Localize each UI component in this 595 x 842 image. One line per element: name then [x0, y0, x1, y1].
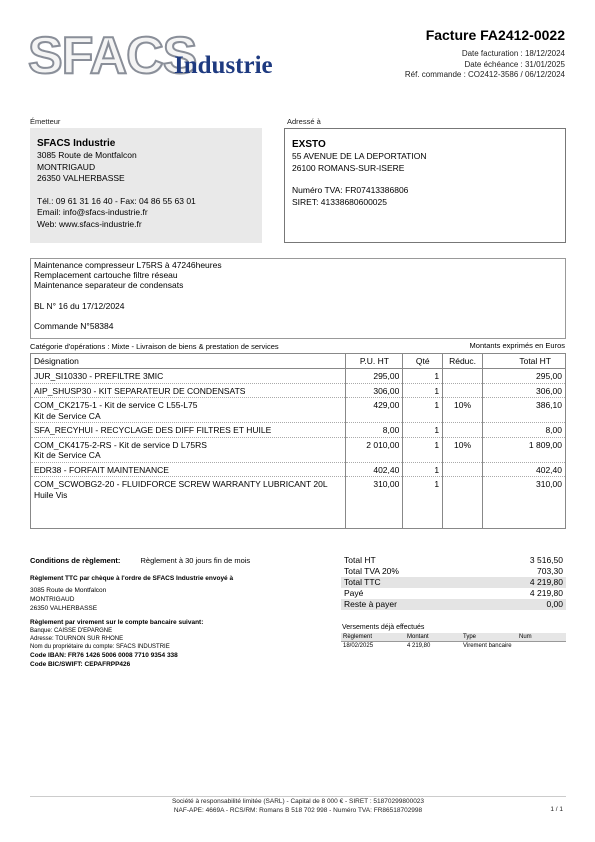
total-ht-row: [341, 555, 566, 566]
addressee-box: [284, 128, 566, 243]
cheque-address-2: MONTRIGAUD: [30, 596, 75, 603]
issuer-email: Email: info@sfacs-industrie.fr: [37, 207, 148, 217]
row-unit-price: 8,00: [346, 423, 403, 438]
row-discount: 10%: [443, 398, 483, 423]
table-row: [31, 477, 566, 529]
header-unit-price: P.U. HT: [346, 354, 403, 369]
row-discount: [443, 383, 483, 398]
total-value: 4 219,80: [529, 588, 563, 598]
row-quantity: 1: [403, 423, 443, 438]
header-quantity: Qté: [403, 354, 443, 369]
row-designation: COM_CK2175-1 - Kit de service C L55-L75: [34, 400, 198, 410]
row-designation: SFA_RECYHUI - RECYCLAGE DES DIFF FILTRES ET HUILE: [34, 425, 272, 435]
currency-note: Montants exprimés en Euros: [469, 341, 565, 350]
payment-conditions-value: Règlement à 30 jours fin de mois: [140, 556, 251, 565]
row-designation: JUR_SI10330 - PREFILTRE 3MIC: [34, 371, 164, 381]
operation-category: Catégorie d'opérations : Mixte - Livraison de biens & prestation de services: [30, 342, 279, 351]
virement-title: Règlement par virement sur le compte bancaire suivant:: [30, 619, 204, 626]
payments-header-cell: Montant: [405, 633, 461, 642]
header-discount: Réduc.: [443, 354, 483, 369]
table-row: [31, 437, 566, 462]
row-discount: 10%: [443, 437, 483, 462]
payments-made-table: [341, 633, 566, 650]
cheque-title: Règlement TTC par chèque à l'ordre de SFACS Industrie envoyé à: [30, 575, 234, 582]
table-row: [31, 462, 566, 477]
issuer-address-2: MONTRIGAUD: [37, 161, 96, 172]
row-quantity: 1: [403, 398, 443, 423]
total-value: 4 219,80: [478, 577, 566, 588]
row-discount: [443, 477, 483, 529]
header-total: Total HT: [483, 354, 566, 369]
payments-header-cell: Num: [517, 633, 566, 642]
row-total: 295,00: [483, 369, 566, 384]
row-total: 402,40: [483, 462, 566, 477]
items-table: [30, 353, 566, 529]
total-label: Total HT: [344, 555, 376, 565]
total-label: Total TTC: [341, 577, 478, 588]
note-line: Remplacement cartouche filtre réseau: [34, 270, 178, 281]
payment-block: [30, 556, 330, 669]
cheque-address-1: 3085 Route de Montfalcon: [30, 587, 107, 594]
row-unit-price: 295,00: [346, 369, 403, 384]
row-designation: EDR38 - FORFAIT MAINTENANCE: [34, 464, 169, 475]
total-value: 703,30: [537, 566, 563, 576]
note-line: [34, 291, 562, 301]
payment-num: [517, 642, 566, 651]
payments-header-cell: Type: [461, 633, 517, 642]
row-unit-price: 310,00: [346, 477, 403, 529]
row-unit-price: 429,00: [346, 398, 403, 423]
row-sub-designation: Kit de Service CA: [34, 450, 101, 460]
row-designation: AIP_SHUSP30 - KIT SEPARATEUR DE CONDENSATS: [34, 385, 246, 396]
payment-amount: 4 219,80: [407, 643, 431, 649]
note-line: Maintenance compresseur L75RS à 47246heures: [34, 260, 222, 270]
total-label: Total TVA 20%: [344, 566, 399, 576]
row-quantity: 1: [403, 437, 443, 462]
footer-legal-2: NAF-APE: 4669A - RCS/RM: Romans B 518 702 998 - Numéro TVA: FR86518702998: [173, 807, 423, 814]
addressee-siret: SIRET: 41338680600025: [292, 196, 387, 207]
logo-sfacs-text: SFACS: [28, 27, 197, 85]
invoice-meta: [405, 49, 565, 81]
bic-code: Code BIC/SWIFT: CEPAFRPP426: [30, 661, 131, 668]
invoice-due-date: Date échéance : 31/01/2025: [464, 59, 565, 69]
payment-conditions: [30, 556, 330, 565]
total-label: Reste à payer: [341, 599, 478, 610]
totals-table: [341, 555, 566, 610]
issuer-label: Émetteur: [30, 117, 61, 126]
order-reference: Réf. commande : CO2412-3586 / 06/12/2024: [404, 70, 565, 79]
issuer-address-1: 3085 Route de Montfalcon: [37, 150, 137, 160]
total-tva-row: [341, 566, 566, 577]
addressee-address-2: 26100 ROMANS-SUR-ISERE: [292, 162, 405, 173]
issuer-phone: Tél.: 09 61 31 16 40 - Fax: 04 86 55 63 01: [37, 195, 196, 206]
row-discount: [443, 423, 483, 438]
row-quantity: 1: [403, 383, 443, 398]
addressee-label: Adressé à: [287, 117, 321, 126]
logo-industrie-text: Industrie: [174, 52, 273, 79]
row-designation: COM_CK4175-2-RS - Kit de service D L75RS: [34, 439, 207, 450]
issuer-address-3: 26350 VALHERBASSE: [37, 173, 125, 183]
table-row: [31, 369, 566, 384]
note-line: Commande N°58384: [34, 321, 114, 332]
row-total: 310,00: [483, 477, 566, 529]
table-row: [31, 398, 566, 423]
remaining-row: [341, 599, 566, 610]
bank-name: Banque: CAISSE D'EPARGNE: [30, 628, 113, 634]
invoice-date: Date facturation : 18/12/2024: [461, 49, 565, 58]
row-quantity: 1: [403, 369, 443, 384]
total-label: Payé: [344, 588, 364, 598]
payment-date: 18/02/2025: [343, 643, 374, 649]
paid-row: [341, 588, 566, 599]
footer: [30, 797, 566, 815]
issuer-box: [30, 128, 262, 243]
payments-made-title: Versements déjà effectués: [342, 624, 425, 631]
cheque-address-3: 26350 VALHERBASSE: [30, 605, 98, 612]
payment-conditions-label: Conditions de règlement:: [30, 556, 121, 565]
row-sub-designation: Kit de Service CA: [34, 410, 101, 421]
note-line: BL N° 16 du 17/12/2024: [34, 300, 125, 311]
table-row: [31, 423, 566, 438]
row-total: 386,10: [483, 398, 566, 423]
bank-address: Adresse: TOURNON SUR RHONE: [30, 636, 124, 642]
addressee-tva: Numéro TVA: FR07413386806: [292, 185, 409, 195]
row-total: 306,00: [483, 383, 566, 398]
iban-code: Code IBAN: FR76 1426 5006 0008 7710 9354 338: [30, 652, 178, 659]
account-owner: Nom du propriétaire du compte: SFACS INDUSTRIE: [30, 644, 170, 650]
table-row: [31, 383, 566, 398]
row-designation: COM_SCWOBG2-20 - FLUIDFORCE SCREW WARRANTY LUBRICANT 20L: [34, 479, 328, 489]
payment-type: Virement bancaire: [463, 643, 512, 649]
row-discount: [443, 369, 483, 384]
total-value: 3 516,50: [529, 555, 563, 565]
payments-row: [341, 642, 566, 651]
row-total: 8,00: [483, 423, 566, 438]
page-number: 1 / 1: [550, 806, 563, 813]
items-header-row: [31, 354, 566, 369]
row-total: 1 809,00: [483, 437, 566, 462]
invoice-title: Facture FA2412-0022: [425, 27, 565, 43]
row-unit-price: 306,00: [346, 383, 403, 398]
total-value: 0,00: [478, 599, 566, 610]
note-line: Maintenance separateur de condensats: [34, 280, 184, 291]
addressee-address-1: 55 AVENUE DE LA DEPORTATION: [292, 151, 427, 161]
note-line: [34, 311, 562, 321]
row-quantity: 1: [403, 477, 443, 529]
row-quantity: 1: [403, 462, 443, 477]
issuer-website: Web: www.sfacs-industrie.fr: [37, 218, 142, 229]
footer-legal-1: Société à responsabilité limitée (SARL) - Capital de 8 000 € - SIRET : 51870299800023: [171, 798, 425, 805]
total-ttc-row: [341, 577, 566, 588]
issuer-name: SFACS Industrie: [37, 138, 116, 149]
row-discount: [443, 462, 483, 477]
header-designation: Désignation: [31, 354, 346, 369]
payments-header-cell: Règlement: [341, 633, 405, 642]
row-sub-designation: Huile Vis: [34, 489, 68, 500]
payments-header-row: [341, 633, 566, 642]
row-unit-price: 402,40: [346, 462, 403, 477]
notes-box: [30, 258, 566, 339]
addressee-name: EXSTO: [292, 139, 326, 150]
row-unit-price: 2 010,00: [346, 437, 403, 462]
company-logo: [28, 27, 290, 86]
